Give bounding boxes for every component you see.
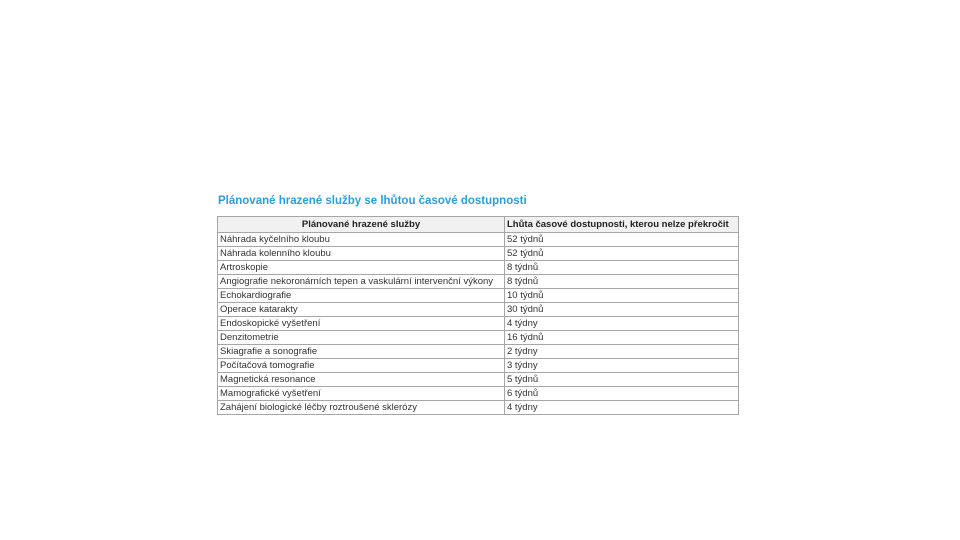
section-title: Plánované hrazené služby se lhůtou časové dostupnosti	[218, 195, 527, 207]
table-header-row	[218, 217, 739, 233]
limit-cell: 3 týdny	[505, 359, 739, 373]
table-row	[218, 233, 739, 247]
limit-cell: 5 týdnů	[505, 373, 739, 387]
service-cell: Angiografie nekoronárních tepen a vaskulární intervenční výkony	[218, 275, 505, 289]
table-row	[218, 289, 739, 303]
table-row	[218, 387, 739, 401]
service-cell: Zahájení biologické léčby roztroušené sklerózy	[218, 401, 505, 415]
header-limit: Lhůta časové dostupnosti, kterou nelze překročit	[505, 217, 739, 233]
limit-cell: 16 týdnů	[505, 331, 739, 345]
service-cell: Skiagrafie a sonografie	[218, 345, 505, 359]
table-body	[218, 233, 739, 415]
limit-cell: 30 týdnů	[505, 303, 739, 317]
limit-cell: 52 týdnů	[505, 247, 739, 261]
limit-cell: 4 týdny	[505, 317, 739, 331]
limit-cell: 2 týdny	[505, 345, 739, 359]
table-row	[218, 247, 739, 261]
limit-cell: 8 týdnů	[505, 275, 739, 289]
limit-cell: 52 týdnů	[505, 233, 739, 247]
table-row	[218, 359, 739, 373]
service-cell: Denzitometrie	[218, 331, 505, 345]
service-cell: Počítačová tomografie	[218, 359, 505, 373]
table-row	[218, 261, 739, 275]
service-cell: Endoskopické vyšetření	[218, 317, 505, 331]
header-service: Plánované hrazené služby	[218, 217, 505, 233]
table-row	[218, 303, 739, 317]
table-row	[218, 373, 739, 387]
limit-cell: 4 týdny	[505, 401, 739, 415]
service-cell: Operace katarakty	[218, 303, 505, 317]
services-table	[217, 216, 739, 415]
service-cell: Náhrada kolenního kloubu	[218, 247, 505, 261]
limit-cell: 6 týdnů	[505, 387, 739, 401]
table-row	[218, 317, 739, 331]
table-row	[218, 331, 739, 345]
limit-cell: 10 týdnů	[505, 289, 739, 303]
service-cell: Magnetická resonance	[218, 373, 505, 387]
service-cell: Náhrada kyčelního kloubu	[218, 233, 505, 247]
service-cell: Mamografické vyšetření	[218, 387, 505, 401]
service-cell: Echokardiografie	[218, 289, 505, 303]
table-row	[218, 345, 739, 359]
table-row	[218, 275, 739, 289]
table-row	[218, 401, 739, 415]
service-cell: Artroskopie	[218, 261, 505, 275]
limit-cell: 8 týdnů	[505, 261, 739, 275]
